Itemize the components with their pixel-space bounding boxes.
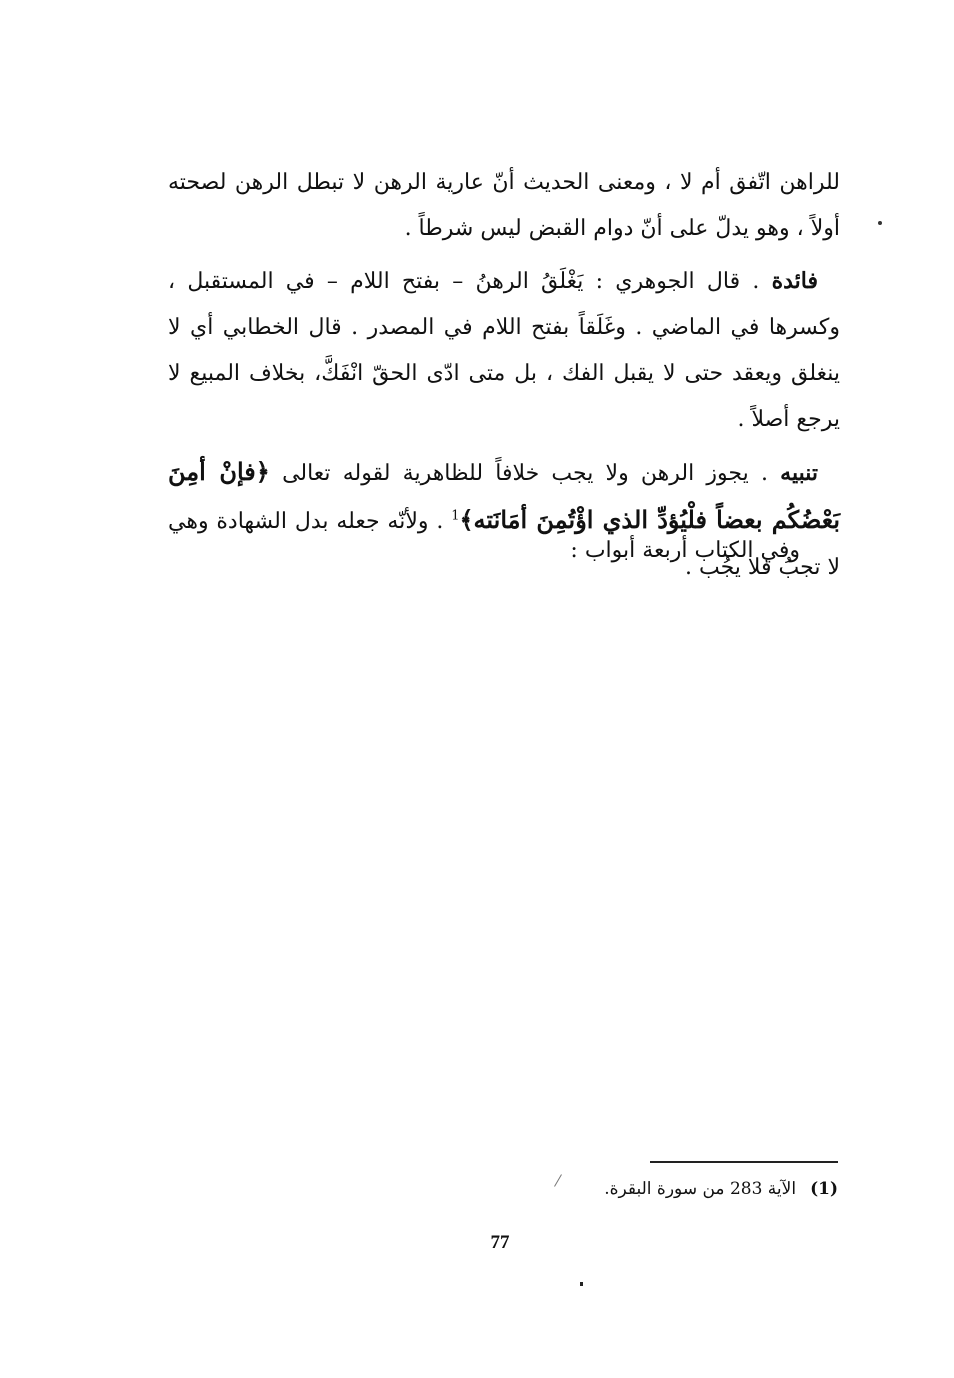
footnote-text: الآية 283 من سورة البقرة.: [604, 1179, 797, 1199]
tanbih-text-after: . ولأنّه جعله بدل الشهادة وهي لا تجبُ فلا يجُب .: [168, 509, 840, 580]
quran-verse: ﴿فإنْ أمِنَ بَعْضُكُم بعضاً فلْيُؤدِّ الذي اؤْتُمِنَ أمَانَته﴾: [168, 457, 841, 534]
faida-label: فائدة: [771, 268, 818, 294]
tanbih-label: تنبيه: [780, 460, 819, 486]
footnote-number: (1): [810, 1179, 838, 1199]
footnote: [560, 1176, 838, 1202]
paragraph-continuation: للراهن اتّفق أم لا ، ومعنى الحديث أنّ عارية الرهن لا تبطل الرهن لصحته أولاً ، وهو يدلّ على أنّ دوام القبض ليس شرطاً .: [168, 170, 840, 241]
faida-text: . قال الجوهري : يَغْلَقُ الرهنُ – بفتح اللام – في المستقبل ، وكسرها في الماضي . وغَلَقاً بفتح اللام في المصدر . قال الخطابي أي لا ينغلق ويعقد حتى لا يقبل الفك ، بل متى ادّى الحقّ انْفَكَّ، بخلاف المبيع لا يرجع أصلاً .: [168, 269, 840, 432]
tanbih-text: . يجوز الرهن ولا يجب خلافاً للظاهرية لقوله تعالى: [282, 461, 768, 486]
page-number: 77: [490, 1232, 510, 1253]
margin-dot: [878, 221, 882, 225]
paragraph-faida: [168, 258, 840, 443]
footnote-reference: 1: [451, 508, 460, 524]
scan-artifact-mark: [580, 1282, 583, 1286]
chapter-intro: وفي الكتاب أربعة أبواب :: [570, 538, 800, 563]
footnote-divider: [650, 1161, 838, 1163]
